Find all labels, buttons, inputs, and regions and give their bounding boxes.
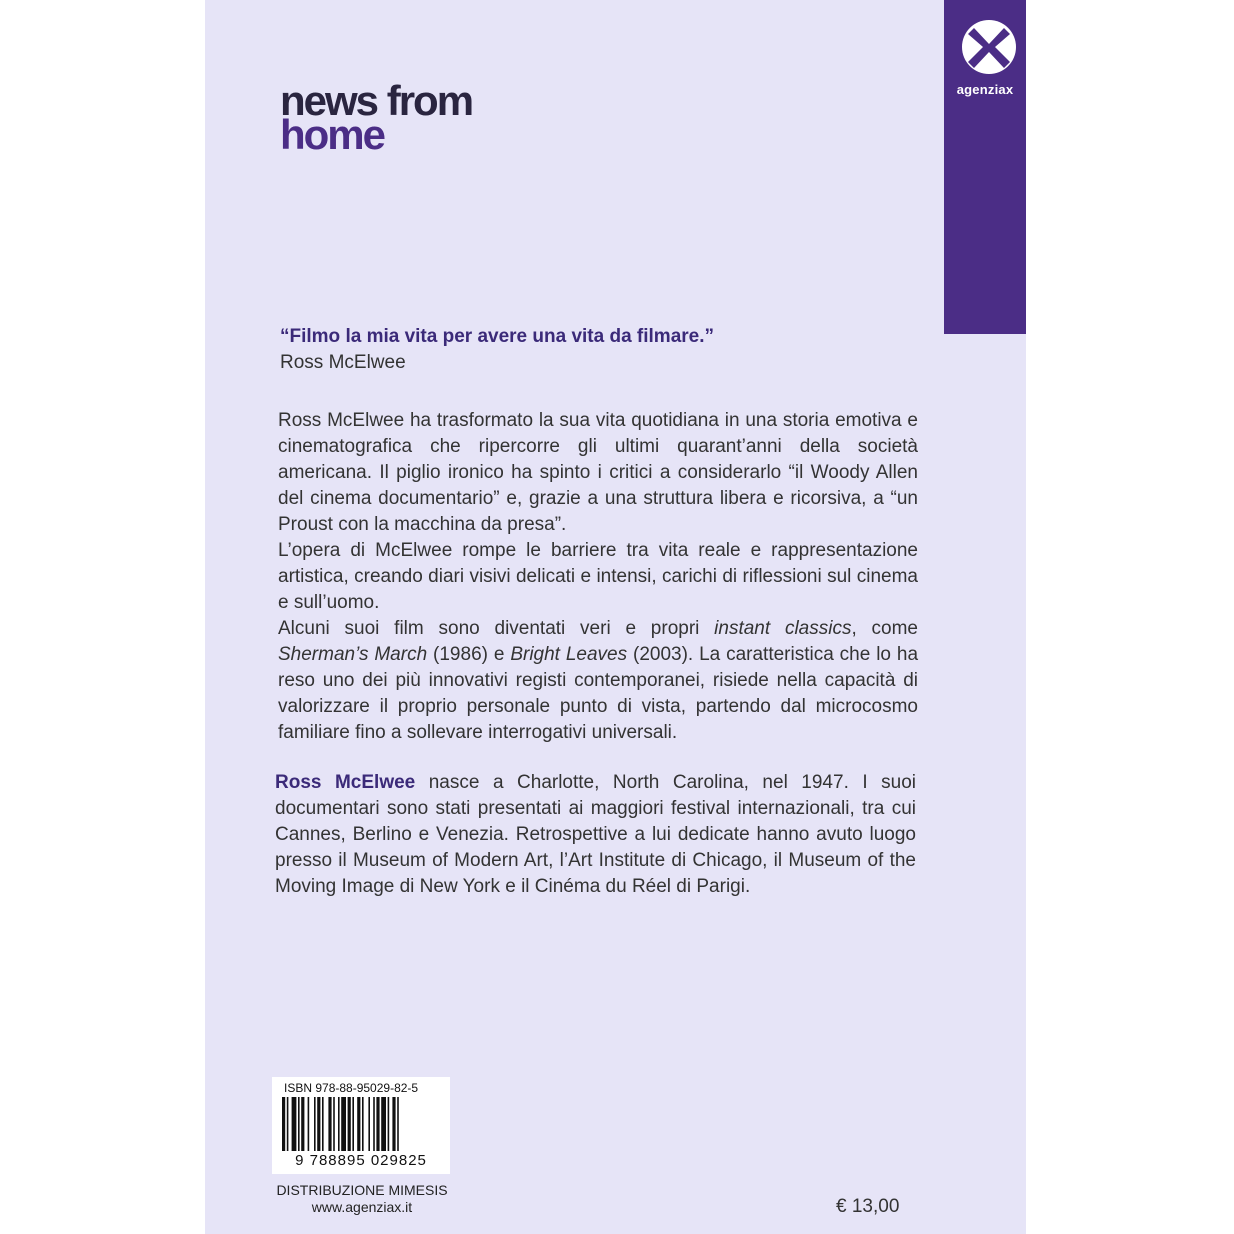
barcode-bar (348, 1097, 351, 1151)
author-name: Ross McElwee (275, 772, 416, 793)
author-bio-text: nasce a Charlotte, North Carolina, nel 1947. I suoi documentari sono stati presentati ai maggiori festival internazionali, tra cui Cannes, Berlino e Venezia. Retrospettive a lui dedicate hanno avuto luogo presso il Museum of Modern Art, l’Art Institute di Chicago, il Museum of the Moving Image di New York e il Cinéma du Réel di Parigi. (275, 772, 916, 897)
barcode-bar (322, 1097, 324, 1151)
synopsis-paragraph-3 (278, 616, 918, 746)
barcode-bar (314, 1097, 316, 1151)
barcode-bar (392, 1097, 395, 1151)
synopsis-paragraph-1: Ross McElwee ha trasformato la sua vita quotidiana in una storia emotiva e cinematografica che ripercorre gli ultimi quarant’anni della società americana. Il piglio ironico ha spinto i critici a considerarlo “il Woody Allen del cinema documentario” e, grazie a una struttura libera e ricorsiva, a “un Proust con la macchina da presa”. (278, 410, 918, 535)
barcode-bar (338, 1097, 340, 1151)
synopsis-text: (2003). La caratteristica che lo ha reso uno dei più innovativi registi contemporanei, risiede nella capacità di valorizzare il proprio personale punto di vista, partendo dal microcosmo familiare fino a sollevare interrogativi universali. (278, 644, 919, 743)
title-line-1: news from (280, 77, 473, 124)
barcode-bar (282, 1097, 285, 1151)
synopsis-text: Alcuni suoi film sono diventati veri e propri (278, 618, 715, 639)
barcode-bar (301, 1097, 304, 1151)
barcode-bar (388, 1097, 390, 1151)
barcode-bar (341, 1097, 346, 1151)
epigraph-author: Ross McElwee (280, 352, 406, 373)
barcode-bar (362, 1097, 364, 1151)
barcode-bar (317, 1097, 320, 1151)
barcode-bars (278, 1097, 444, 1153)
barcode-bar (376, 1097, 379, 1151)
barcode-bar (308, 1097, 310, 1151)
publisher-name: agenziax (956, 82, 1014, 97)
epigraph-quote: “Filmo la mia vita per avere una vita da filmare.” (280, 326, 715, 347)
synopsis-text: (1986) e (427, 644, 511, 665)
barcode-bar (287, 1097, 289, 1151)
barcode-bar (381, 1097, 386, 1151)
barcode-bar (333, 1097, 335, 1151)
barcode-bar (352, 1097, 354, 1151)
barcode-bar (298, 1097, 300, 1151)
book-title (280, 77, 473, 158)
title-line-2: home (280, 111, 385, 158)
barcode-bar (292, 1097, 297, 1151)
film-title: Sherman’s March (278, 644, 428, 665)
barcode-bar (328, 1097, 331, 1151)
film-title: Bright Leaves (510, 644, 628, 665)
synopsis-text: , come (851, 618, 918, 639)
barcode-bar (397, 1097, 399, 1151)
barcode-digits: 9 788895 029825 (295, 1152, 427, 1169)
film-term: instant classics (714, 618, 852, 639)
barcode-bar (368, 1097, 370, 1151)
barcode-bar (357, 1097, 360, 1151)
distribution-info (272, 1182, 452, 1216)
x-circle-icon (960, 18, 1018, 76)
author-bio (275, 770, 916, 900)
isbn-barcode (272, 1077, 450, 1174)
isbn-label: ISBN 978-88-95029-82-5 (284, 1081, 419, 1095)
synopsis-paragraph-2: L’opera di McElwee rompe le barriere tra vita reale e rappresentazione artistica, creando diari visivi delicati e intensi, carichi di riflessioni sul cinema e sull’uomo. (278, 540, 918, 613)
price: € 13,00 (836, 1196, 900, 1217)
synopsis (278, 408, 918, 746)
distributor: DISTRIBUZIONE MIMESIS (276, 1182, 448, 1198)
barcode-bar (373, 1097, 375, 1151)
website: www.agenziax.it (311, 1199, 413, 1215)
